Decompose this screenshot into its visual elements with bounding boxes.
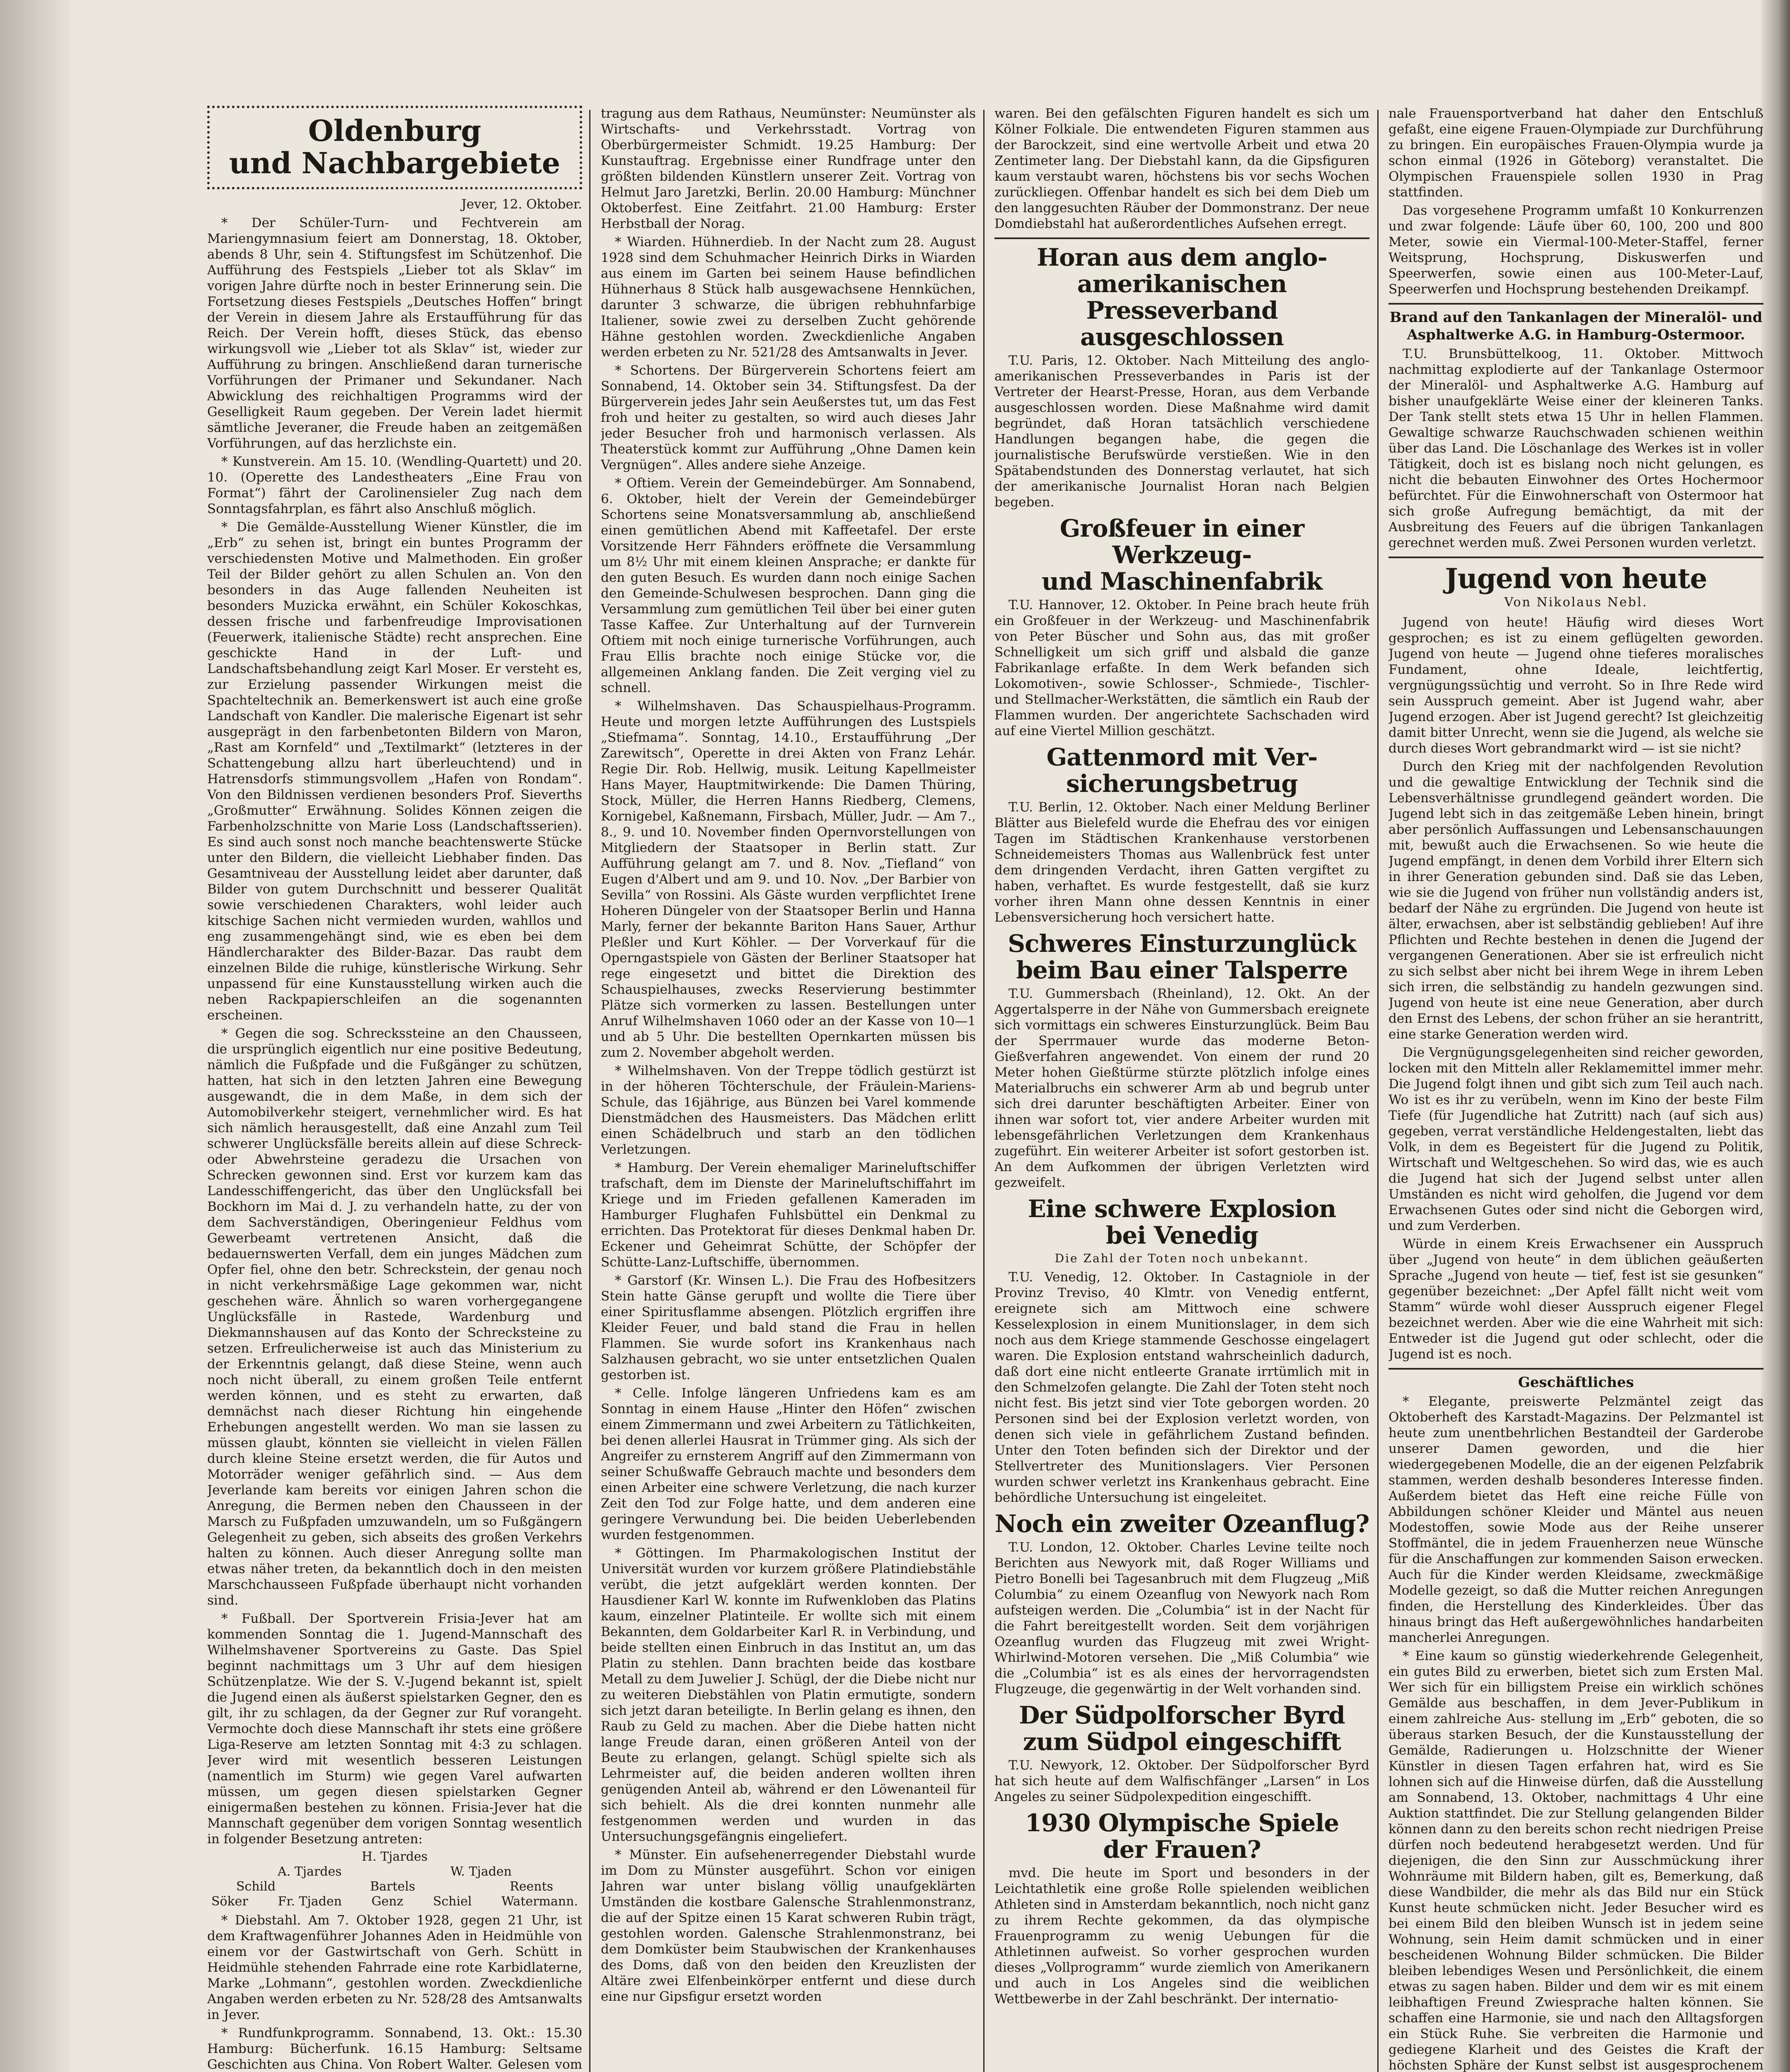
article-paragraph: * Gegen die sog. Schreckssteine an den Chausseen, die ursprünglich eigentlich nur eine positive Bedeutung, nämlich die Fußpfade und die Fußgänger zu schützen, hatten, hat sich in den letzten Jahren eine Bewegung ausgewandt, die in dem Maße, in dem sich der Automobilverkehr steigert, vernehmlicher wird. Es hat sich nämlich herausgestellt, daß eine Anzahl zum Teil schwerer Unglücksfälle bereits allein auf diese Schreck- oder Abwehrsteine geradezu die Ursachen von Schrecken gewonnen sind. Erst vor kurzem kam das Landesschiffengericht, das über den Unglücksfall bei Bockhorn im Mai d. J. zu verhandeln hatte, zu der von dem Sachverständigen, Oberingenieur Feldhus vom Gewerbeamt vertretenen Ansicht, daß die bedauernswerten Verfall, dem ein junges Mädchen zum Opfer fiel, ohne den betr. Schreckstein, der genau noch in nicht verkehrsmäßige Lage gekommen war, nicht geschehen wäre. Ähnlich so waren vorhergegangene Unglücksfälle in Rastede, Wardenburg und Diekmannshausen auf das Konto der Schrecksteine zu setzen. Erfreulicherweise ist auch das Ministerium zu der Erkenntnis gelangt, daß diese Steine, wenn auch noch nicht überall, zu einem großen Teile entfernt werden können, und es steht zu erwarten, daß demnächst nach dieser Richtung hin eingehende Erhebungen angestellt werden. Wo man sie lassen zu müssen glaubt, könnten sie vielleicht in vielen Fällen durch kleine Steine ersetzt werden, die für Autos und Motorräder weniger gefährlich sind. — Aus dem Jeverlande kam bereits vor einigen Jahren schon die Anregung, die Bermen neben den Chausseen in der Marsch zu Fußpfaden umzuwandeln, um so Fußgängern Gelegenheit zu geben, sich abseits des großen Verkehrs halten zu können. Auch dieser Anregung sollte man etwas näher treten, da bekanntlich doch in den meisten Marschchausseen Fußpfade überhaupt nicht vorhanden sind. <box>207 1026 582 1608</box>
article-paragraph: * Wilhelmshaven. Von der Treppe tödlich gestürzt ist in der höheren Töchterschule, der Fräulein-Mariens-Schule, das 16jährige, aus Bünzen bei Varel kommende Dienstmädchen des Hausmeisters. Das Mädchen erlitt einen Schädelbruch und starb an den tödlichen Verletzungen. <box>601 1063 976 1157</box>
article-paragraph: * Elegante, preiswerte Pelzmäntel zeigt das Oktoberheft des Karstadt-Magazins. Der Pelzmantel ist heute zum unentbehrlichen Bestandteil der Garderobe unserer Damen geworden, und die hier wiedergegebenen Modelle, die an der eigenen Pelzfabrik stammen, werden deshalb besonderes Interesse finden. Außerdem bietet das Heft eine reiche Fülle von Abbildungen schöner Kleider und Mäntel aus neuen Modestoffen, sowie Mode aus der Reihe unserer Stoffmäntel, die in jedem Frauenherzen neue Wünsche für die Anschaffungen zur kommenden Saison erwecken. Auch für die Kinder werden Kleidsame, zweckmäßige Modelle gezeigt, so daß die Mutter reichen Anregungen finden, die Herstellung des Kinderkleides. Über das hinaus bringt das Heft außergewöhnliches handarbeiten mancherlei Anregungen. <box>1388 1394 1763 1645</box>
headline-line: Der Südpolforscher Byrd <box>1019 1701 1345 1729</box>
article-paragraph: * Fußball. Der Sportverein Frisia-Jever hat am kommenden Sonntag die 1. Jugend-Mannschaft des Wilhelmshavener Sportvereins zu Gaste. Das Spiel beginnt nachmittags um 3 Uhr auf dem hiesigen Schützenplatze. Wie der S. V.-Jugend bekannt ist, spielt die Jugend einen als äußerst spielstarken Gegner, den es gilt, ihr zu schlagen, da der Gegner zur Ruf vorangeht. Vermochte doch diese Mannschaft ihr stets eine größere Liga-Reserve am letzten Sonntag mit 4:3 zu schlagen. Jever wird mit wesentlich besseren Leistungen (namentlich im Sturm) wie gegen Varel aufwarten müssen, um gegen diesen spielstarken Gegner einigermaßen bestehen zu können. Frisia-Jever hat die Mannschaft gegenüber dem vorigen Sonntag wesentlich in folgender Besetzung antreten: <box>207 1611 582 1847</box>
section-title: Oldenburg <box>308 114 481 148</box>
lineup-player: Schild <box>236 1879 276 1894</box>
headline-line: Gattenmord mit Ver- <box>1046 743 1318 771</box>
headline-line: Brand auf den Tankanlagen der Mineralöl- und <box>1389 309 1763 326</box>
article-paragraph: T.U. Paris, 12. Oktober. Nach Mitteilung des anglo-amerikanischen Presseverbandes in Paris ist der Vertreter der Hearst-Presse, Horan, aus dem Verbande ausgeschlossen worden. Diese Maßnahme wird damit begründet, daß Horan tatsächlich verschiedene Handlungen begangen habe, die gegen die journalistische Berufswürde verstießen. Wie in den Spätabendstunden des Donnerstag verlautet, hat sich der amerikanische Journalist Horan nach Belgien begeben. <box>994 353 1369 510</box>
article-paragraph: * Wiarden. Hühnerdieb. In der Nacht zum 28. August 1928 sind dem Schuhmacher Heinrich Dirks in Wiarden aus einem im Garten bei seinem Hause befindlichen Hühnerhaus 8 Stück halb ausgewachsene Hennküchen, darunter 3 schwarze, die übrigen rebhuhnfarbige Italiener, sowie zwei zu derselben Zucht gehörende Hähne gestohlen worden. Zweckdienliche Angaben werden erbeten zu Nr. 521/28 des Amtsanwalts in Jever. <box>601 235 976 360</box>
headline-line: Eine schwere Explosion <box>1028 1195 1336 1223</box>
article-paragraph: T.U. Brunsbüttelkoog, 11. Oktober. Mittwoch nachmittag explodierte auf der Tankanlage Ostermoor der Mineralöl- und Asphaltwerke A.G. Hamburg auf bisher unaufgeklärte Weise einer der kleineren Tanks. Der Tank stellt stets etwa 15 Uhr in hellen Flammen. Gewaltige schwarze Rauchschwaden schienen weithin über das Land. Die Löschanlage des Werkes ist in voller Tätigkeit, doch ist es bislang noch nicht gelungen, es nicht die bebauten Einwohner des Ortes Hochermoor befürchtet. Für die Einwohnerschaft von Ostermoor hat sich große Aufregung bemächtigt, da mit der Ausbreitung des Feuers auf die übrigen Tankanlagen gerechnet werden muß. Zwei Personen wurden verletzt. <box>1388 346 1763 550</box>
page-edge <box>1761 0 1790 2072</box>
column-3 <box>994 106 1369 2072</box>
lineup-player: Schiel <box>433 1894 472 1909</box>
team-lineup <box>207 1849 582 1909</box>
binding-gutter <box>0 0 70 2072</box>
lineup-player: A. Tjardes <box>278 1864 342 1879</box>
column-4 <box>1388 106 1763 2072</box>
section-subtitle: und Nachbargebiete <box>229 146 561 180</box>
headline-line: Geschäftliches <box>1518 1374 1634 1391</box>
article-paragraph: Jugend von heute! Häufig wird dieses Wort gesprochen; es ist zu einem geflügelten geworden. Jugend von heute — Jugend ohne tieferes moralisches Fundament, ohne Ideale, leichtfertig, vergnügungssüchtig und verroht. So in Ihre Rede wird sein Ausspruch gemeint. Aber ist Jugend wahr, aber Jugend erzogen. Aber ist Jugend gerecht? Ist gleichzeitig damit bitter Unrecht, wenn sie die Jugend, als welche sie durch dieses Wort gebrandmarkt wird — ist sie nicht? <box>1388 615 1763 756</box>
article-paragraph: T.U. Newyork, 12. Oktober. Der Südpolforscher Byrd hat sich heute auf dem Walfischfänger „Larsen“ in Los Angeles zu seiner Südpolexpedition eingeschifft. <box>994 1758 1369 1804</box>
headline-line: ausgeschlossen <box>1080 323 1284 351</box>
lineup-player: W. Tjaden <box>450 1864 512 1879</box>
headline <box>994 1702 1369 1755</box>
article-divider <box>1388 303 1763 305</box>
headline <box>1388 309 1763 344</box>
article-paragraph: Das vorgesehene Programm umfaßt 10 Konkurrenzen und zwar folgende: Läufe über 60, 100, 200 und 800 Meter, sowie ein Viermal-100-Meter-Staffel, ferner Weitsprung, Hochsprung, Diskuswerfen und Speerwerfen, sowie einen aus 100-Meter-Lauf, Speerwerfen und Hochsprung bestehenden Dreikampf. <box>1388 203 1763 297</box>
lineup-player: Fr. Tjaden <box>278 1894 342 1909</box>
article-paragraph: * Münster. Ein aufsehenerregender Diebstahl wurde im Dom zu Münster ausgeführt. Schon vor einigen Jahren war unter bislang völlig unaufgeklärten Umständen die kostbare Galensche Strahlenmonstranz, die auf der Spitze einen 15 Karat schweren Rubin trägt, gestohlen worden. Galensche Strahlenmonstranz, bei dem Domküster beim Staubwischen der Krankenhauses des Doms, daß von den beiden den Kreuzlisten der Altäre zwei Elfenbeinkörper entfernt und diese durch eine nur Gipsfigur ersetzt worden <box>601 1847 976 2004</box>
headline <box>994 244 1369 350</box>
article-paragraph: waren. Bei den gefälschten Figuren handelt es sich um Kölner Folkiale. Die entwendeten Figuren stammen aus der Barockzeit, sind eine wertvolle Arbeit und etwa 20 Zentimeter lang. Der Diebstahl kann, da die Gipsfiguren kaum verstaubt waren, höchstens bis vor sechs Wochen zurückliegen. Offenbar handelt es sich bei dem Dieb um den langgesuchten Räuber der Dommonstranz. Der neue Domdiebstahl hat außerordentliches Aufsehen erregt. <box>994 106 1369 231</box>
article-divider <box>1388 1368 1763 1370</box>
article-paragraph: Die Vergnügungsgelegenheiten sind reicher geworden, locken mit den Mitteln aller Reklamemittel immer mehr. Die Jugend folgt ihnen und gibt sich zum Teil auch nach. Wo ist es ihr zu verübeln, wenn im Kino der beste Film Tiefe (für Jugendliche hat Zutritt) nach (auf sich aus) gegeben, verrat verständliche Heldengestalten, liebt das Volk, in dem es Begeistert für die Jugend zu Politik, Wirtschaft und Weltgeschehen. So wird das, wie es auch die Jugend hat sich der Jugend selbst unter allen Umständen es nicht wird geholfen, die Jugend vor dem Erwachsenen Gutes oder sind nicht die Geborgen wird, und zum Verderben. <box>1388 1045 1763 1233</box>
lineup-player: Söker <box>211 1894 248 1909</box>
article-paragraph: T.U. Gummersbach (Rheinland), 12. Okt. An der Aggertalsperre in der Nähe von Gummersbach ereignete sich vormittags ein schweres Einsturzunglück. Beim Bau der Sperrmauer wurde das moderne Beton-Gießverfahren angewendet. Von einem der rund 20 Meter hohen Gießtürme stürzte plötzlich infolge eines Materialbruchs ein schwerer Arm ab und begrub unter sich drei darunter beschäftigten Arbeiter. Einer von ihnen war sofort tot, vier andere Arbeiter wurden mit lebensgefährlichen Verletzungen dem Krankenhaus zugeführt. Ein weiterer Arbeiter ist sofort gestorben ist. An dem Aufkommen der übrigen Verletzten wird gezweifelt. <box>994 986 1369 1190</box>
section-heading <box>1388 1374 1763 1391</box>
lineup-player: Watermann. <box>501 1894 578 1909</box>
article-divider <box>994 237 1369 239</box>
headline-line: amerikanischen Presseverband <box>1077 270 1287 324</box>
headline <box>994 930 1369 983</box>
headline-line: bei Venedig <box>1105 1221 1258 1249</box>
article-paragraph: * Wilhelmshaven. Das Schauspielhaus-Programm. Heute und morgen letzte Aufführungen des Lustspiels „Stiefmama“. Sonntag, 14.10., Erstaufführung „Der Zarewitsch“, Operette in drei Akten von Franz Lehár. Regie Dir. Rob. Hellwig, musik. Leitung Kapellmeister Hans Mayer, Hauptmitwirkende: Die Damen Thüring, Stock, Müller, die Herren Hanns Riedberg, Clemens, Kornigebel, Kaßnemann, Firsbach, Müller, Judr. — Am 7., 8., 9. und 10. November finden Opernvorstellungen von Mitgliedern der Staatsoper in Berlin statt. Zur Aufführung gelangt am 7. und 8. Nov. „Tiefland“ von Eugen d'Albert und am 9. und 10. Nov. „Der Barbier von Sevilla“ von Rossini. Als Gäste wurden verpflichtet Irene Hoheren Düngeler von der Staatsoper Berlin und Hanna Marly, ferner der bekannte Bariton Hans Sauer, Arthur Pleßler und Kurt Köhler. — Der Vorverkauf für die Operngastspiele von Gästen der Berliner Staatsoper hat rege eingesetzt und bittet die Direktion des Schauspielhauses, zwecks Reservierung bestimmter Plätze sich vormerken zu lassen. Bestellungen unter Anruf Wilhelmshaven 1060 oder an der Kasse von 10—1 und ab 5 Uhr. Die bestellten Opernkarten müssen bis zum 2. November abgeholt werden. <box>601 699 976 1060</box>
lineup-player: H. Tjardes <box>361 1849 428 1864</box>
article-paragraph: * Celle. Infolge längeren Unfriedens kam es am Sonntag in einem Hause „Hinter den Höfen“ zwischen einem Zimmermann und zwei Arbeitern zu Tätlichkeiten, bei denen allerlei Hausrat in Trümmer ging. Als sich der Angreifer zu ernsterem Angriff auf den Zimmermann von seiner Schußwaffe Gebrauch machte und besonders dem einen Arbeiter eine schwere Verletzung, die nach kurzer Zeit den Tod zur Folge hatte, und dem anderen eine geringere Verwundung bei. Die beiden Ueberlebenden wurden festgenommen. <box>601 1386 976 1542</box>
headline <box>1388 564 1763 593</box>
headline-line: zum Südpol eingeschifft <box>1023 1728 1341 1756</box>
headline-line: Asphaltwerke A.G. in Hamburg-Ostermoor. <box>1407 327 1745 343</box>
byline: Von Nikolaus Nebl. <box>1504 595 1648 610</box>
article-paragraph: T.U. Venedig, 12. Oktober. In Castagniole in der Provinz Treviso, 40 Klmtr. von Venedig entfernt, ereignete sich am Mittwoch eine schwere Kesselexplosion in einem Munitionslager, in dem sich noch aus dem Kriege stammende Geschosse eingelagert waren. Die Explosion entstand wahrscheinlich dadurch, daß dort eine nicht entleerte Granate irrtümlich mit in den Schmelzofen gelangte. Die Zahl der Toten steht noch nicht fest. Bis jetzt sind vier Tote geborgen worden. 20 Personen sind bei der Explosion verletzt worden, von denen sich viele in gefährlichem Zustand befinden. Unter den Toten befinden sich der Direktor und der Stellvertreter des Munitionslagers. Vier Personen wurden schwer verletzt ins Krankenhaus gebracht. Eine behördliche Untersuchung ist eingeleitet. <box>994 1270 1369 1505</box>
article-paragraph: T.U. Hannover, 12. Oktober. In Peine brach heute früh ein Großfeuer in der Werkzeug- und Maschinenfabrik von Peter Büscher und Sohn aus, das mit großer Schnelligkeit um sich griff und alsbald die ganze Fabrikanlage erfaßte. In dem Werk befanden sich Lokomotiven-, sowie Schlosser-, Schmiede-, Tischler- und Stellmacher-Werkstätten, die sämtlich ein Raub der Flammen wurden. Der angerichtete Sachschaden wird auf eine Viertel Million geschätzt. <box>994 598 1369 738</box>
article-paragraph: nale Frauensportverband hat daher den Entschluß gefaßt, eine eigene Frauen-Olympiade zur Durchführung zu bringen. Ein europäisches Frauen-Olympia wurde ja schon einmal (1926 in Göteborg) veranstaltet. Die Olympischen Frauenspiele sollen 1930 in Prag stattfinden. <box>1388 106 1763 200</box>
section-masthead <box>207 106 582 189</box>
dateline: Jever, 12. Oktober. <box>461 197 582 212</box>
headline-line: Horan aus dem anglo- <box>1037 243 1327 271</box>
article-paragraph: Würde in einem Kreis Erwachsener ein Ausspruch über „Jugend von heute“ in dem üblichen geäußerten Sprache „Jugend von heute — tief, fest ist sie gesunken“ gegenüber bezeichnet: „Der Apfel fällt nicht weit vom Stamm“ würde wohl dieser Ausspruch eigener Flegel bezeichnet werden. Aber wie die eine Wahrheit mit sich: Entweder ist die Jugend gut oder schlecht, oder die Jugend ist es noch. <box>1388 1237 1763 1362</box>
article-paragraph: * Rundfunkprogramm. Sonnabend, 13. Okt.: 15.30 Hamburg: Bücherfunk. 16.15 Hamburg: Seltsame Geschichten aus China. Von Robert Walter. Gelesen vom <box>207 2026 582 2072</box>
article-paragraph: * Eine kaum so günstig wiederkehrende Gelegenheit, ein gutes Bild zu erwerben, bietet sich zum Ersten Mal. Wer sich für ein billigstem Preise ein wirklich schönes Gemälde aus beschaffen, in dem Jever-Publikum in einem zahlreiche Aus- stellung im „Erb“ geboten, die so überaus starken Besuch, der die Kunstausstellung der Gemälde, Radierungen u. Holzschnitte der Wiener Künstler in diesen Tagen erfahren hat, wird es Sie lohnen sich auf die Hinweise dürfen, daß die Ausstellung am Sonnabend, 13. Oktober, nachmittags 4 Uhr eine Auktion stattfindet. Die zur Stellung gelangenden Bilder können dann zu den bereits schon recht niedrigen Preise dürfen noch bedeutend herabgesetzt werden. Und für diejenigen, die den Sinn zur Ausschmückung ihrer Wohnräume mit Bildern haben, gilt es, Bemerkung, daß diese Wandbilder, die mehr als das Bild nur ein Stück Kunst heute schmücken nicht. Jeder Besucher wird es bei einem Bild den bleiben Wunsch ist in jedem seine Wohnung, sein Heim damit schmücken und in einer bescheidenen Wohnung Bilder schmücken. Die Bilder bleiben lebendiges Wesen und Persönlichkeit, die einem etwas zu sagen haben. Bilder und dem wir es mit einem leibhaftigen Freund Zwiesprache halten können. Sie schaffen eine Harmonie, sie und nach den Alltagsforgen ein Stück Ruhe. Sie verbreiten die Harmonie und gediegene Klarheit und des Geistes die Kraft der höchsten Sphäre der Kunst selbst ist ausgesprochenem <box>1388 1648 1763 2072</box>
article-paragraph: Durch den Krieg mit der nachfolgenden Revolution und die gewaltige Entwicklung der Technik sind die Lebensverhältnisse grundlegend geändert worden. Die Jugend lebt sich in das zeitgemäße Leben hinein, bringt aber persönlich Auffassungen und Lebensanschauungen mit, bewußt auch die Erwachsenen. So wie heute die Jugend empfängt, in denen dem Vorbild ihrer Eltern sich in ihrer Generation gebunden sind. Daß sie das Leben, wie sie die Jugend von früher nun vollständig anders ist, bedarf der Nähe zu ergründen. Die Jugend von heute ist älter, erwachsen, aber ist selbständig geblieben! Auf ihre Pflichten und Rechte bestehen in denen die Jugend der vergangenen Generationen. Aber sie ist erfreulich nicht zu sich selbst aber nicht bei ihrem Wege in ihrem Leben sich irren, die selbständig zu handeln gezwungen sind. Jugend von heute ist eine neue Generation, aber durch den Ernst des Lebens, der schon früher an sie herantritt, eine starke Generation werden wird. <box>1388 759 1763 1042</box>
article-paragraph: mvd. Die heute im Sport und besonders in der Leichtathletik eine große Rolle spielenden weiblichen Athleten sind in Amsterdam bekanntlich, noch nicht ganz zu ihrem Rechte gekommen, da das olympische Frauenprogramm zu wenig Uebungen für die Athletinnen aufweist. So vorher gesprochen wurden dieses „Vollprogramm“ wurde ziemlich von Amerikanern und auch in Los Angeles sind die weiblichen Wettbewerbe in der Zahl beschränkt. Der internatio- <box>994 1866 1369 2007</box>
headline <box>994 1510 1369 1537</box>
article-divider <box>1388 557 1763 558</box>
column-rule <box>1377 110 1379 2072</box>
article-paragraph: * Hamburg. Der Verein ehemaliger Marineluftschiffer trafschaft, dem im Dienste der Marineluftschiffahrt im Kriege und im Frieden gefallenen Kameraden im Hamburger Flughafen Fuhlsbüttel ein Denkmal zu errichten. Das Protektorat für dieses Denkmal haben Dr. Eckener und Geheimrat Schütte, der Schöpfer der Schütte-Lanz-Luftschiffe, übernommen. <box>601 1160 976 1270</box>
headline-line: beim Bau einer Talsperre <box>1016 956 1348 984</box>
headline-line: der Frauen? <box>1103 1835 1261 1864</box>
headline <box>994 1196 1369 1249</box>
article-paragraph: * Schortens. Der Bürgerverein Schortens feiert am Sonnabend, 14. Oktober sein 34. Stiftungsfest. Da der Bürgerverein jedes Jahr sein Aeußerstes tut, um das Fest froh und heiter zu gestalten, so wird auch dieses Jahr jeder Besucher froh und harmonisch verlassen. Als Theaterstück kommt zur Aufführung „Ohne Damen kein Vergnügen“. Alles andere siehe Anzeige. <box>601 363 976 472</box>
headline-line: Schweres Einsturzunglück <box>1008 929 1356 958</box>
column-rule <box>589 110 590 2072</box>
headline-line: 1930 Olympische Spiele <box>1025 1809 1339 1837</box>
columns-area <box>207 106 1765 2072</box>
article-paragraph: * Oftiem. Verein der Gemeindebürger. Am Sonnabend, 6. Oktober, hielt der Verein der Gemeindebürger Schortens seine Monatsversammlung ab, anschließend einen gemütlichen Abend mit Kaffeetafel. Der erste Vorsitzende Herr Fähnders eröffnete die Versammlung um 8½ Uhr mit einem kleinen Ansprache; er dankte für den guten Besuch. Es wurden dann noch einige Sachen den Gemeinde-Schulwesen besprochen. Dann ging die Versammlung zum gemütlichen Teil über bei einer guten Tasse Kaffee. Zur Unterhaltung auf der Turnverein Oftiem mit noch einige turnerische Vorführungen, auch Frau Ellis brachte noch einige Stücke vor, die allgemeinen Anklang fanden. Die Zeit verging viel zu schnell. <box>601 476 976 695</box>
headline <box>994 515 1369 595</box>
column-2 <box>601 106 976 2072</box>
article-paragraph: * Göttingen. Im Pharmakologischen Institut der Universität wurden vor kurzem größere Platindiebstähle verübt, die jetzt aufgeklärt werden konnten. Der Hausdiener Karl W. konnte im Rufwenkloben das Platins kaum, einzelner Platinteile. Er wollte sich mit einem Bekannten, dem Goldarbeiter Karl R. in Verbindung, und beide stellten einen Einbruch in das Institut an, um das Platin zu stehlen. Dann brachten beide das kostbare Metall zu dem Juwelier J. Schügl, der die Diebe nicht nur zu weiteren Diebstählen von Platin ermutigte, sondern sich jetzt daran beteiligte. In Berlin gelang es ihnen, den Raub zu Geld zu machen. Aber die Diebe hatten nicht lange Freude daran, einen größeren Anteil von der Beute zu erlangen, gelangt. Schügl spielte sich als Lehrmeister auf, die beiden anderen wollten ihren genügenden Anteil ab, während er den Löwenanteil für sich behielt. Als die drei konnten nunmehr alle festgenommen werden und wurden in das Untersuchungsgefängnis eingeliefert. <box>601 1546 976 1844</box>
lineup-player: Genz <box>371 1894 404 1909</box>
headline-line: Noch ein zweiter Ozeanflug? <box>994 1510 1369 1538</box>
headline <box>994 1810 1369 1863</box>
article-paragraph: * Der Schüler-Turn- und Fechtverein am Mariengymnasium feiert am Donnerstag, 18. Oktober, abends 8 Uhr, sein 4. Stiftungsfest im Schützenhof. Die Aufführung des Festspiels „Lieber tot als Sklav“ im vorigen Jahre dürfte noch in bester Erinnerung sein. Die Fortsetzung dieses Festspiels „Deutsches Hoffen“ bringt der Verein in diesem Jahre als Erstaufführung für das Reich. Der Verein hofft, dieses Stück, das ebenso wirkungsvoll wie „Lieber tot als Sklav“ ist, wieder zur Aufführung zu bringen. Anschließend daran turnerische Vorführungen der Primaner und Sekundaner. Nach Abwicklung des reichhaltigen Programms wird der Geselligkeit Raum gegeben. Der Verein ladet hiermit sämtliche Jeveraner, die Freude haben an zeitgemäßen Vorführungen, auf das herzlichste ein. <box>207 215 582 451</box>
column-1 <box>207 106 582 2072</box>
lineup-player: Reents <box>510 1879 553 1894</box>
article-paragraph: * Garstorf (Kr. Winsen L.). Die Frau des Hofbesitzers Stein hatte Gänse gerupft und wollte die Tiere über einer Spiritusflamme absengen. Plötzlich ergriffen ihre Kleider Feuer, und bald stand die Frau in hellen Flammen. Sie wurde sofort ins Krankenhaus nach Salzhausen gebracht, wo sie unter entsetzlichen Qualen gestorben ist. <box>601 1273 976 1382</box>
article-paragraph: T.U. London, 12. Oktober. Charles Levine teilte noch Berichten aus Newyork mit, daß Roger Williams und Pietro Bonelli bei Tagesanbruch mit dem Flugzeug „Miß Columbia“ zu einem Ozeanflug von Newyork nach Rom aufsteigen werden. Die „Columbia“ ist in der Nacht für die Fahrt bereitgestellt worden. Seit dem vorjährigen Ozeanflug wurden das Flugzeug mit zwei Wright-Whirlwind-Motoren versehen. Die „Miß Columbia“ wie die „Columbia“ ist es als eines der hervorragendsten Flugzeuge, die gegenwärtig in der Welt vorhanden sind. <box>994 1540 1369 1697</box>
article-paragraph: tragung aus dem Rathaus, Neumünster: Neumünster als Wirtschafts- und Verkehrsstadt. Vortrag von Oberbürgermeister Schmidt. 19.25 Hamburg: Der Kunstauftrag. Ergebnisse einer Rundfrage unter den größten bildenden Künstlern unserer Zeit. Vortrag von Helmut Jaro Jaretzki, Berlin. 20.00 Hamburg: Münchner Oktoberfest. Eine Zeitfahrt. 21.00 Hamburg: Erster Herbstball der Norag. <box>601 106 976 231</box>
lineup-player: Bartels <box>370 1879 416 1894</box>
headline <box>994 744 1369 797</box>
headline-line: Jugend von heute <box>1445 562 1707 595</box>
article-paragraph: * Die Gemälde-Ausstellung Wiener Künstler, die im „Erb“ zu sehen ist, bringt ein buntes Programm der verschiedensten Motive und Malmethoden. Ein großer Teil der Bilder gehört zu allen Schulen an. Von den besonders in das Auge fallenden Neuheiten ist besonders Muzicka erwähnt, ein Schüler Kokoschkas, dessen frische und farbenfreudige Improvisationen (Feuerwerk, italienische Städte) recht ansprechen. Eine geschickte Hand in der Luft- und Landschaftsbehandlung zeigt Karl Moser. Er versteht es, zur Erzielung passender Wirkungen meist die Spachteltechnik an. Bemerkenswert ist auch eine große Landschaft von Kandler. Die malerische Eigenart ist sehr ausgeprägt in den farbenbetonten Bildern von Maron, „Rast am Kornfeld“ und „Textilmarkt“ (letzteres in der Schattengebung allzu hart überleuchtend) und in Hatrensdorfs stimmungsvollem „Hafen von Rondam“. Von den Bildnissen verdienen besonders Prof. Sieverths „Großmutter“ Erwähnung. Solides Können zeigen die Farbenholzschnitte von Marie Loss (Landschaftsserien). Es sind auch sonst noch manche beachtenswerte Stücke unter den Bildern, die vielleicht Liebhaber finden. Das Gesamtniveau der Ausstellung leidet aber darunter, daß Bilder von gutem Durchschnitt und besserer Qualität sowie verschiedenen Charakters, wohl leider auch kitschige Sachen nicht vermieden wurden, wahllos und eng zusammengehängt sind, wie es eben bei dem Händlercharakter des Bilder-Bazar. Das raubt dem einzelnen Bilde die ruhige, künstlerische Wirkung. Sehr unpassend für eine Kunstausstellung wirken auch die neben Rackpapierschleifen an die sogenannten erscheinen. <box>207 520 582 1023</box>
headline-line: sicherungsbetrug <box>1066 770 1298 798</box>
article-paragraph: * Diebstahl. Am 7. Oktober 1928, gegen 21 Uhr, ist dem Kraftwagenführer Johannes Aden in Heidmühle von einem vor der Gastwirtschaft von Gerh. Schütt in Heidmühle stehenden Fahrrade eine rote Karbidlaterne, Marke „Lohmann“, gestohlen worden. Zweckdienliche Angaben werden erbeten zu Nr. 528/28 des Amtsanwalts in Jever. <box>207 1913 582 2022</box>
article-paragraph: T.U. Berlin, 12. Oktober. Nach einer Meldung Berliner Blätter aus Bielefeld wurde die Ehefrau des vor einigen Tagen im Städtischen Krankenhause verstorbenen Schneidemeisters Thomas aus Wallenbrück fest unter dem dringenden Verdacht, ihren Gatten vergiftet zu haben, verhaftet. Es wurde festgestellt, daß sie kurz vorher ihren Mann ohne dessen Kenntnis in einer Lebensversicherung hoch versichert hatte. <box>994 800 1369 925</box>
headline-line: Großfeuer in einer Werkzeug- <box>1059 514 1304 569</box>
headline-line: und Maschinenfabrik <box>1041 567 1323 595</box>
subheadline: Die Zahl der Toten noch unbekannt. <box>1055 1251 1309 1265</box>
article-paragraph: * Kunstverein. Am 15. 10. (Wendling-Quartett) und 20. 10. (Operette des Landestheaters „Eine Frau von Format“) fährt der Carolinensieler Zug nach dem Sonntagsfahrplan, es fährt also Anschluß möglich. <box>207 454 582 516</box>
column-rule <box>983 110 984 2072</box>
